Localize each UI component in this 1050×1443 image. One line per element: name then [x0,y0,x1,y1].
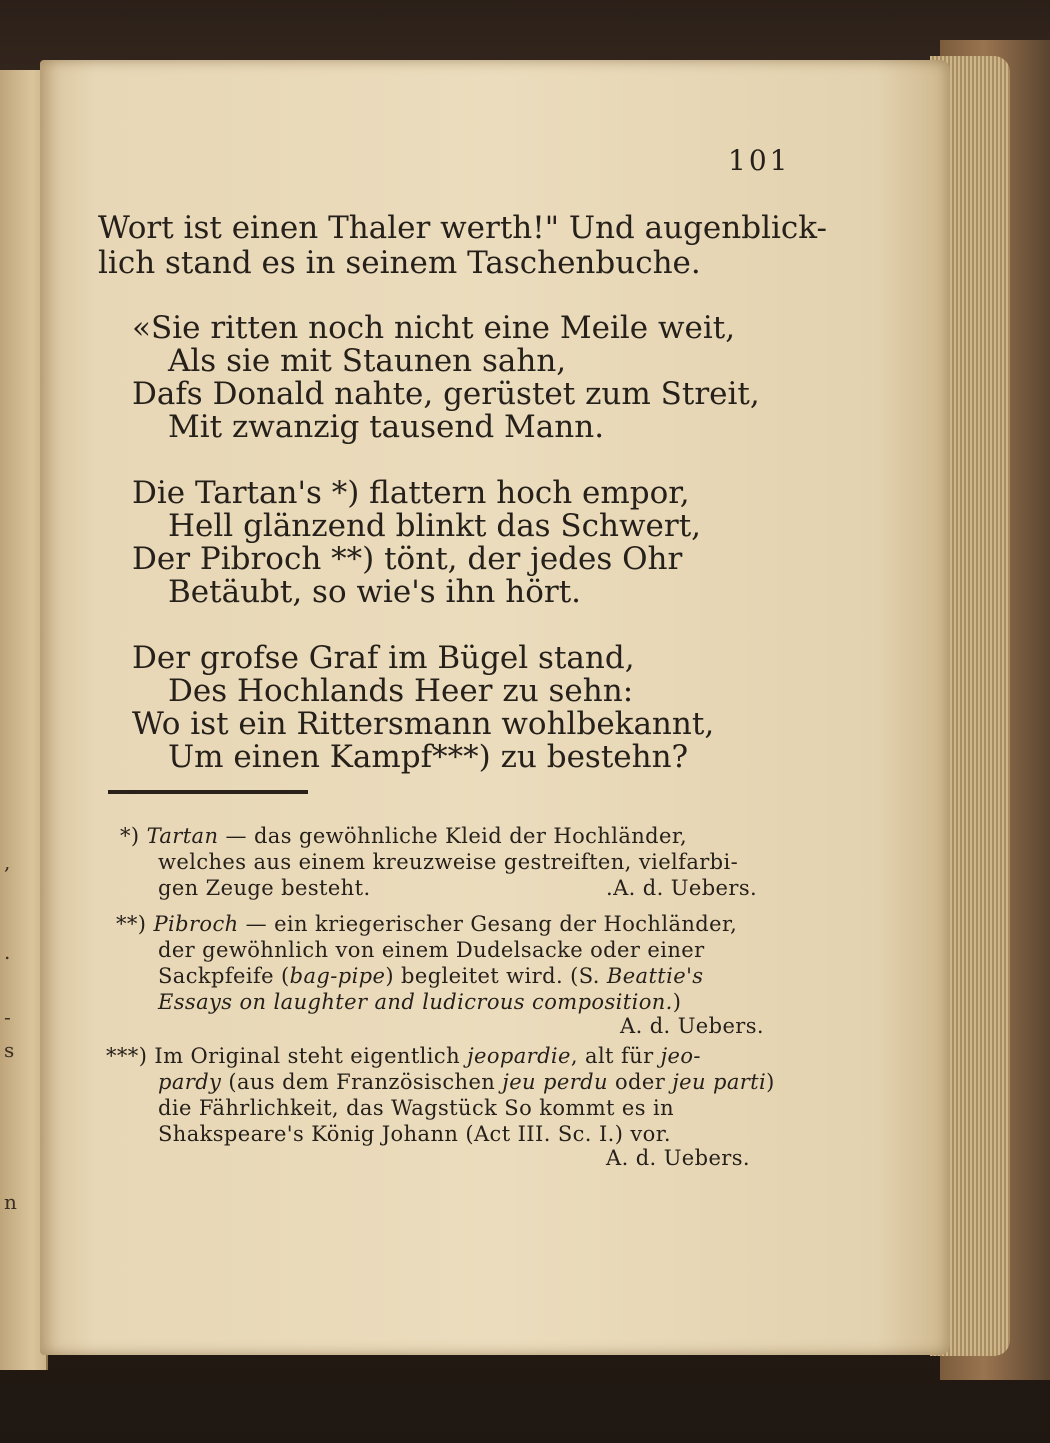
page-number: 101 [728,144,791,177]
prose-line: lich stand es in seinem Taschenbuche. [98,245,701,281]
footnote-term: Beattie's [606,964,704,988]
footnote-text: — das gewöhnliche Kleid der Hochländer, [218,824,688,848]
footnote-mark: ***) [106,1044,148,1068]
footnote-term: Essays on laughter and ludicrous composition. [158,990,673,1014]
footnote-text: (aus dem Französischen [221,1070,503,1094]
footnote-text: oder [607,1070,673,1094]
footnote-term: bag-pipe [289,964,386,988]
footnote-text: — ein kriegerischer Gesang der Hochländer, [238,912,738,936]
footnote-term: jeu perdu [502,1070,608,1094]
footnote-attribution: A. d. Uebers. [620,1014,764,1038]
footnote-line [158,1070,775,1094]
verse-line: Mit zwanzig tausend Mann. [168,409,605,445]
prev-page-letter: s [4,1038,15,1062]
verse-line: Der grofse Graf im Bügel stand, [132,640,635,676]
prev-page-letter: n [4,1190,17,1214]
verse-line: Die Tartan's *) flattern hoch empor, [132,475,690,511]
footnote-text: die Fährlichkeit, das Wagstück So kommt es in [158,1096,675,1120]
footnote-text: welches aus einem kreuzweise gestreiften, vielfarbi- [158,850,739,874]
footnote-text: Shakspeare's König Johann (Act III. Sc. I.) vor. [158,1122,671,1146]
prev-page-letter: . [4,940,11,964]
verse-line: Wo ist ein Rittersmann wohlbekannt, [132,706,715,742]
footnote-text: ) [766,1070,775,1094]
footnote-original-line [106,1044,701,1068]
footnote-line [158,964,703,988]
footnote-line [158,990,681,1014]
verse-line: Als sie mit Staunen sahn, [168,343,567,379]
verse-line: Hell glänzend blinkt das Schwert, [168,508,702,544]
footnote-text: ) [672,990,682,1014]
footnote-term: jeopardie [467,1044,571,1068]
footnote-text: , alt für [570,1044,661,1068]
prev-page-letter: , [4,850,11,874]
footnote-term: Pibroch [153,912,239,936]
verse-line: Um einen Kampf***) zu bestehn? [168,739,689,775]
footnote-divider [108,790,308,794]
footnote-text: ) begleitet wird. (S. [385,964,607,988]
footnote-mark: *) [120,824,140,848]
verse-line: Betäubt, so wie's ihn hört. [168,574,582,610]
footnote-text: gen Zeuge besteht. [158,876,371,900]
footnote-term: jeo- [660,1044,701,1068]
footnote-term: jeu parti [672,1070,767,1094]
footnote-text: Im Original steht eigentlich [154,1044,468,1068]
footnote-text: der gewöhnlich von einem Dudelsacke oder einer [158,938,705,962]
footnote-term: pardy [158,1070,222,1094]
prose-line: Wort ist einen Thaler werth!" Und augenblick- [98,210,827,246]
footnote-attribution: A. d. Uebers. [606,1146,750,1170]
prev-page-letter: - [4,1005,11,1029]
footnote-pibroch-line [116,912,737,936]
verse-line: Des Hochlands Heer zu sehn: [168,673,634,709]
verse-line: Dafs Donald nahte, gerüstet zum Streit, [132,376,760,412]
footnote-text: Sackpfeife ( [158,964,290,988]
verse-line: «Sie ritten noch nicht eine Meile weit, [132,310,736,346]
footnote-tartan-line [120,824,687,848]
footnote-mark: **) [116,912,147,936]
footnote-term: Tartan [146,824,219,848]
verse-line: Der Pibroch **) tönt, der jedes Ohr [132,541,683,577]
footnote-attribution: .A. d. Uebers. [606,876,758,900]
